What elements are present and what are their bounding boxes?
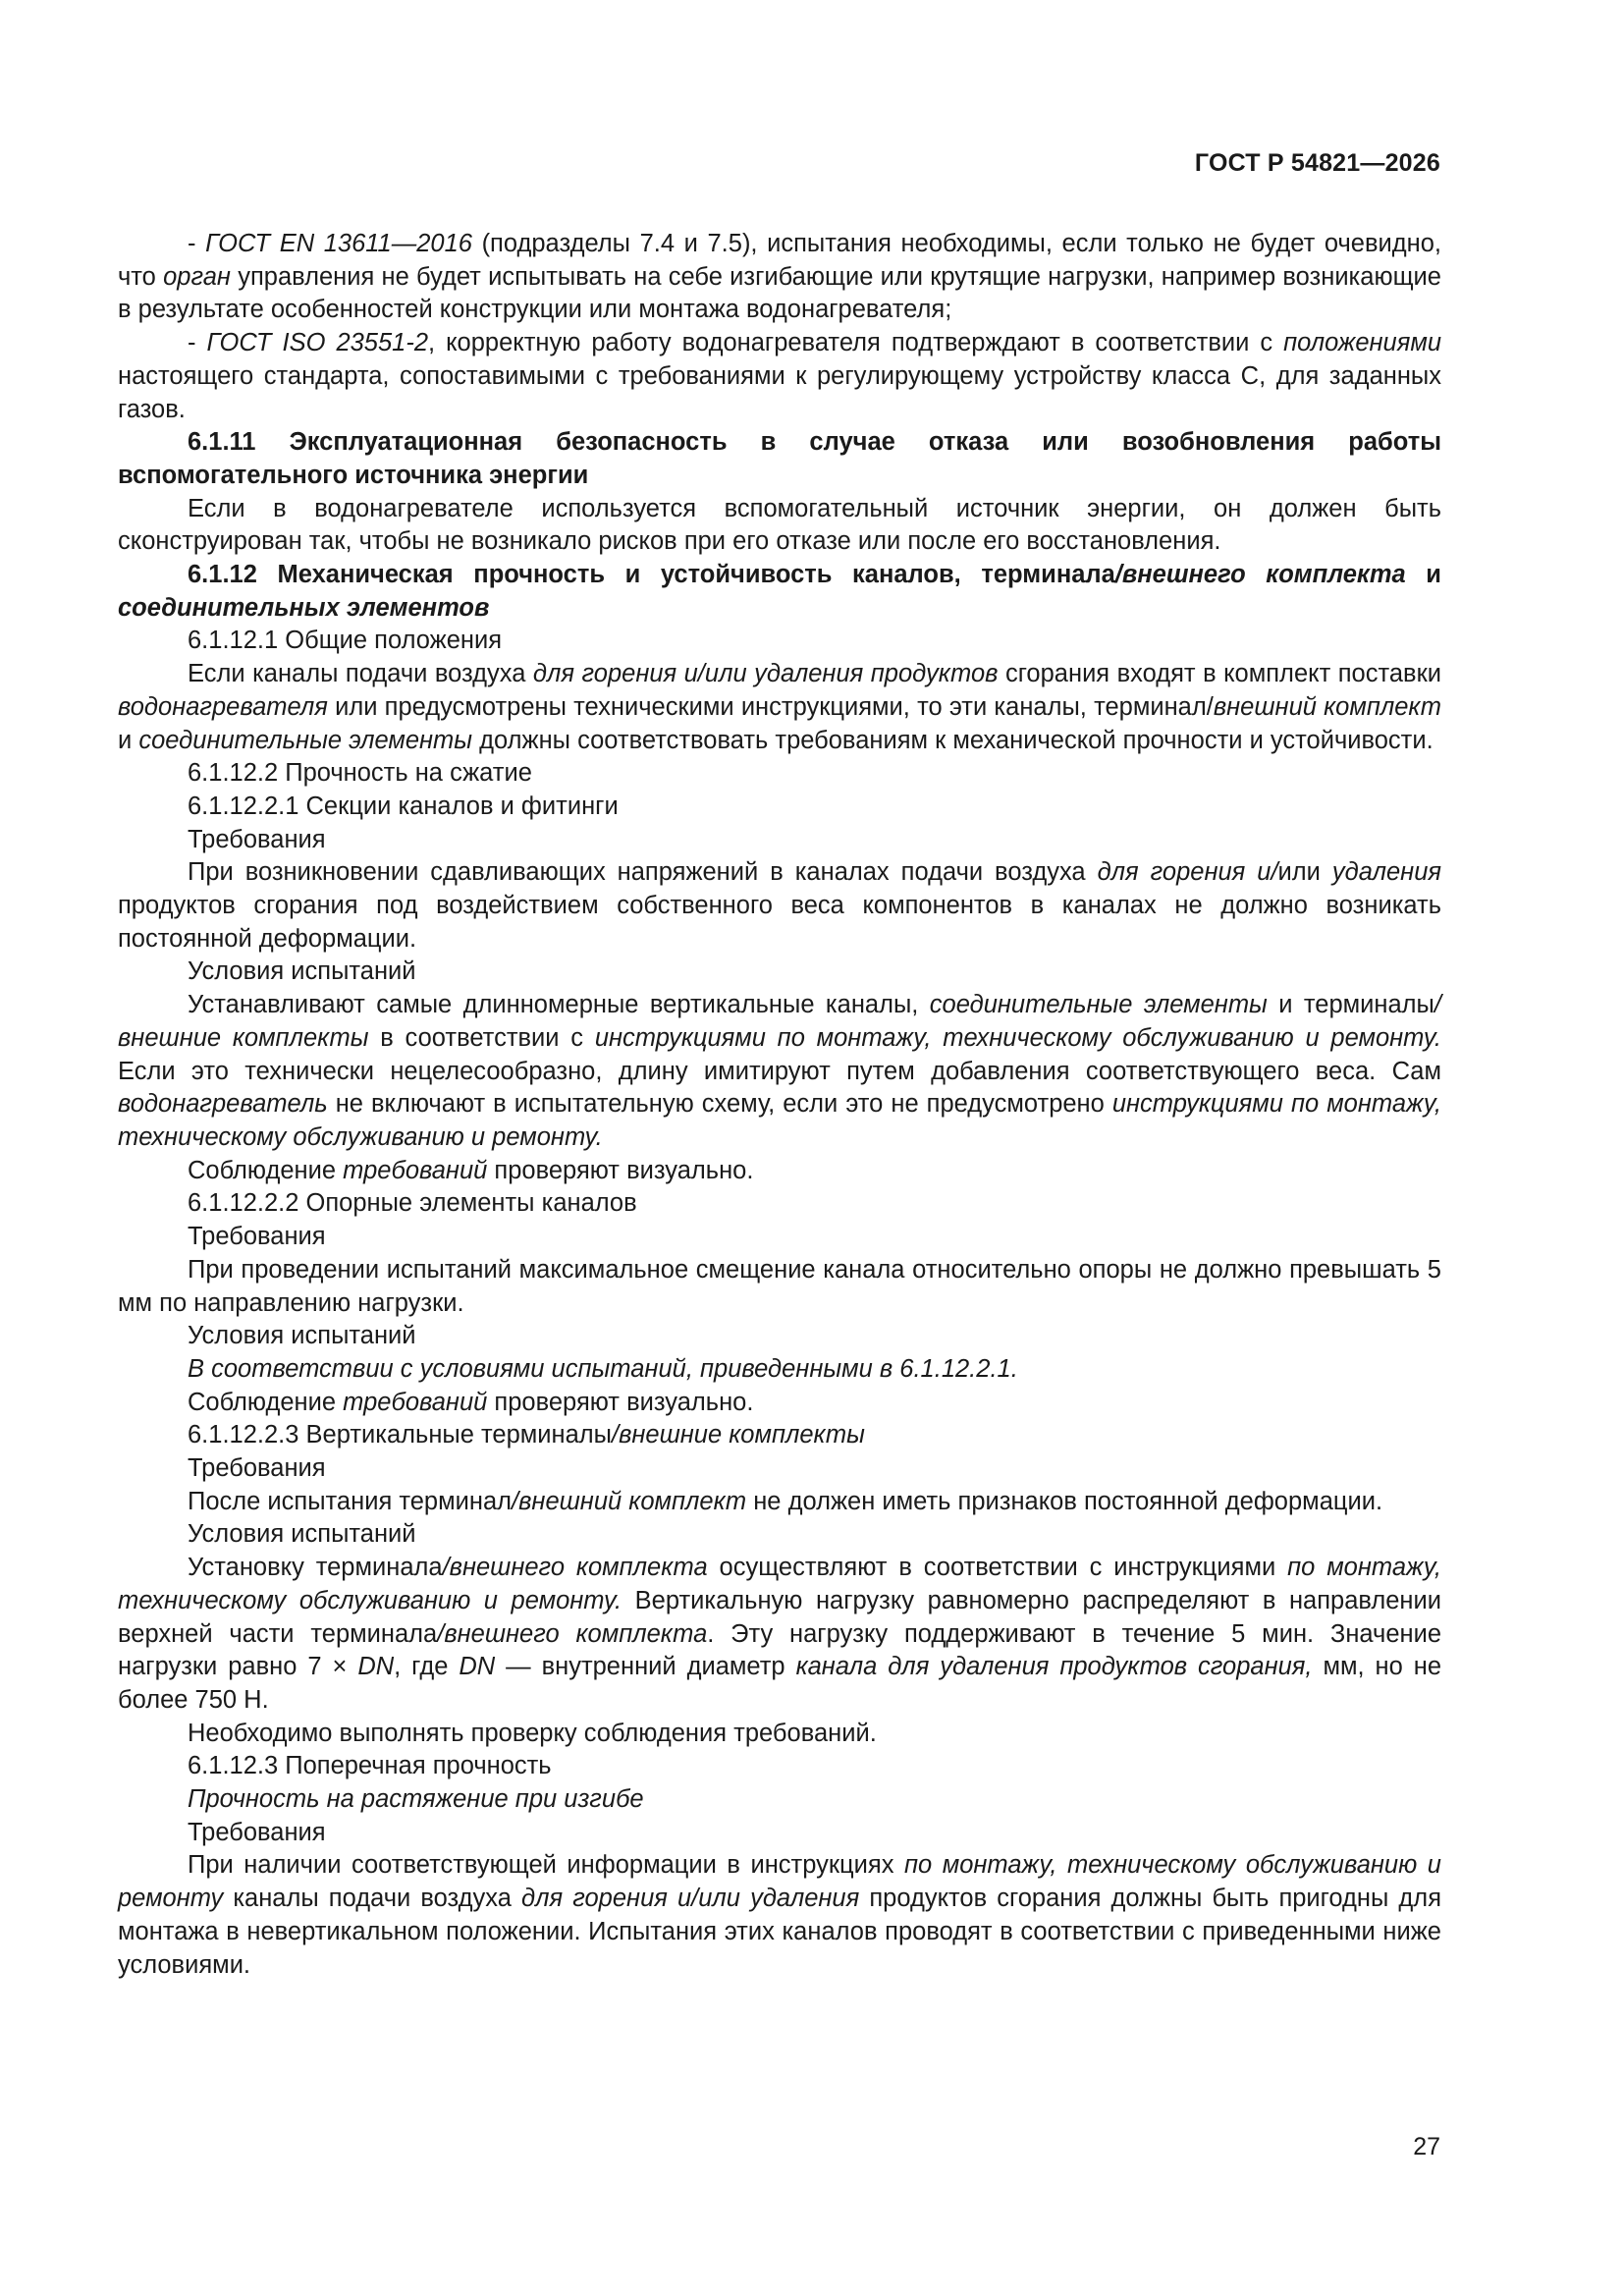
text-run: не включают в испытательную схему, если это не предусмотрено [327, 1090, 1112, 1119]
paragraph [118, 989, 1441, 1155]
paragraph [118, 1518, 1441, 1552]
italic-text-run: /внешний комплект [512, 1487, 747, 1515]
text-run: 6.1.12.2.1 Секции каналов и фитинги [188, 792, 619, 820]
italic-text-run: соединительные элементы [929, 991, 1268, 1019]
text-run: Требования [188, 1223, 326, 1251]
text-run: и [118, 726, 139, 754]
italic-text-run: соединительных элементов [118, 593, 490, 622]
text-run: — внутренний диаметр [495, 1653, 796, 1681]
italic-text-run: для горения и/ [1097, 858, 1278, 887]
italic-text-run: водонагревателя [118, 692, 328, 721]
paragraph [118, 1254, 1441, 1320]
text-run: 6.1.12 Механическая прочность и устойчивость каналов, терминала [188, 561, 1115, 589]
paragraph [118, 327, 1441, 426]
text-run: в соответствии с [368, 1023, 595, 1052]
paragraph [118, 1155, 1441, 1188]
italic-text-run: по монтажу, техническому обслуживанию и ремонту. [118, 1554, 1441, 1614]
paragraph [118, 625, 1441, 658]
text-run: и терминалы [1267, 991, 1434, 1019]
text-run: Если каналы подачи воздуха [188, 660, 533, 688]
text-run: При проведении испытаний максимальное смещение канала относительно опоры не должно превышать 5 мм по направлению нагрузки. [118, 1255, 1441, 1317]
text-run: и [1405, 561, 1441, 589]
italic-text-run: инструкциями по монтажу, техническому обслуживанию и ремонту. [594, 1023, 1441, 1052]
text-run: сгорания входят в комплект поставки [998, 660, 1441, 688]
text-run: продуктов сгорания должны быть пригодны для монтажа в невертикальном положении. Испытания этих каналов проводят в соответствии с приведенными ниже условиями. [118, 1885, 1441, 1979]
text-run: должны соответствовать требованиям к механической прочности и устойчивости. [472, 726, 1434, 754]
text-run: мм, но не более 750 Н. [118, 1653, 1442, 1714]
italic-text-run: требований [343, 1156, 488, 1184]
paragraph [118, 1187, 1441, 1221]
text-run: Установку терминала [188, 1554, 443, 1582]
paragraph [118, 228, 1441, 327]
text-run: Условия испытаний [188, 1322, 416, 1350]
paragraph [118, 493, 1441, 559]
paragraph [118, 824, 1441, 857]
text-run: 6.1.11 Эксплуатационная безопасность в случае отказа или возобновления работы вспомогательного источника энергии [118, 428, 1441, 489]
text-run: осуществляют в соответствии с инструкциями [707, 1554, 1288, 1582]
text-run: настоящего стандарта, сопоставимыми с требованиями к регулирующему устройству класса С, для заданных газов. [118, 361, 1441, 423]
section-heading [118, 559, 1441, 625]
text-run: Требования [188, 825, 326, 853]
document-header-id: ГОСТ Р 54821—2026 [1194, 149, 1440, 177]
text-run: не должен иметь признаков постоянной деформации. [746, 1487, 1383, 1515]
text-run: продуктов сгорания под воздействием собственного веса компонентов в каналах не должно возникать постоянной деформации. [118, 892, 1441, 953]
text-run: 6.1.12.3 Поперечная прочность [188, 1752, 552, 1780]
text-run: Условия испытаний [188, 957, 416, 986]
text-run: Вертикальную нагрузку равномерно распределяют в направлении верхней части терминала [118, 1586, 1441, 1648]
text-run: проверяют визуально. [487, 1156, 754, 1184]
paragraph [118, 1452, 1441, 1486]
paragraph [118, 757, 1441, 791]
paragraph [118, 1353, 1441, 1387]
text-run: или предусмотрены техническими инструкциями, то эти каналы, терминал/ [327, 692, 1214, 721]
text-run: . Эту нагрузку поддерживают в течение 5 мин. Значение нагрузки равно 7 × [118, 1619, 1442, 1681]
text-run: После испытания терминал [188, 1487, 513, 1515]
text-run: Требования [188, 1818, 326, 1846]
paragraph [118, 658, 1441, 757]
text-run: Условия испытаний [188, 1520, 416, 1549]
page-number: 27 [1413, 2133, 1440, 2160]
text-run: (подразделы 7.4 и 7.5), испытания необходимы, если только не будет очевидно, что [118, 230, 1441, 291]
paragraph [118, 1221, 1441, 1254]
italic-text-run: Прочность на растяжение при изгибе [188, 1785, 644, 1814]
paragraph [118, 1320, 1441, 1353]
text-run: 6.1.12.2.3 Вертикальные терминалы [188, 1421, 612, 1449]
paragraph [118, 1552, 1441, 1718]
italic-text-run: удаления [1331, 858, 1441, 887]
italic-text-run: ГОСТ EN 13611—2016 [205, 230, 472, 257]
italic-text-run: ГОСТ ISO 23551-2 [206, 329, 429, 357]
text-run: проверяют визуально. [487, 1388, 754, 1416]
italic-text-run: инструкциями по монтажу, техническому обслуживанию и ремонту. [118, 1090, 1441, 1151]
text-run: Если в водонагревателе используется вспомогательный источник энергии, он должен быть сконструирован так, чтобы не возникало рисков при его отказе или после его восстановления. [118, 494, 1441, 556]
italic-text-run: DN [459, 1653, 496, 1681]
italic-text-run: для горения и/или удаления продуктов [532, 660, 999, 688]
paragraph [118, 856, 1441, 956]
text-run: Необходимо выполнять проверку соблюдения требований. [188, 1719, 877, 1747]
paragraph [118, 1387, 1441, 1420]
text-run: При возникновении сдавливающих напряжений в каналах подачи воздуха [188, 858, 1098, 887]
text-run: 6.1.12.2.2 Опорные элементы каналов [188, 1189, 637, 1218]
paragraph [118, 1849, 1441, 1982]
italic-text-run: /внешнего комплекта [437, 1619, 708, 1648]
text-run: - [188, 230, 206, 257]
text-run: - [188, 329, 207, 357]
text-run: При наличии соответствующей информации в инструкциях [188, 1851, 904, 1880]
italic-text-run: В соответствии с условиями испытаний, приведенными в 6.1.12.2.1. [188, 1354, 1018, 1383]
italic-text-run: /внешние комплекты [118, 991, 1441, 1052]
text-run: управления не будет испытывать на себе изгибающие или крутящие нагрузки, например возникающие в результате особенностей конструкции или монтажа водонагревателя; [118, 262, 1441, 324]
italic-text-run: внешний комплект [1213, 692, 1441, 721]
text-run: каналы подачи воздуха [223, 1885, 522, 1913]
text-run: Соблюдение [188, 1388, 344, 1416]
paragraph [118, 1486, 1441, 1519]
paragraph [118, 1718, 1441, 1751]
italic-text-run: DN [357, 1653, 395, 1681]
document-body [118, 228, 1441, 1982]
italic-text-run: /внешнего комплекта [1114, 561, 1406, 589]
paragraph [118, 1817, 1441, 1850]
text-run: 6.1.12.1 Общие положения [188, 627, 503, 655]
italic-text-run: требований [343, 1388, 488, 1416]
section-heading [118, 426, 1441, 492]
italic-text-run: положениями [1283, 329, 1442, 357]
paragraph [118, 791, 1441, 824]
text-run: Устанавливают самые длинномерные вертикальные каналы, [188, 991, 930, 1019]
paragraph [118, 1783, 1441, 1817]
text-run: Соблюдение [188, 1156, 344, 1184]
paragraph [118, 1419, 1441, 1452]
text-run: 6.1.12.2 Прочность на сжатие [188, 759, 532, 788]
italic-text-run: для горения и/или удаления [521, 1885, 860, 1913]
italic-text-run: /внешнего комплекта [442, 1554, 708, 1582]
text-run: или [1277, 858, 1332, 887]
italic-text-run: водонагреватель [118, 1090, 328, 1119]
text-run: Требования [188, 1454, 326, 1483]
italic-text-run: соединительные элементы [138, 726, 473, 754]
text-run: , где [394, 1653, 460, 1681]
text-run: Если это технически нецелесообразно, длину имитируют путем добавления соответствующего веса. Сам [118, 1057, 1441, 1085]
italic-text-run: /внешние комплекты [612, 1421, 865, 1449]
italic-text-run: по монтажу, техническому обслуживанию и ремонту [118, 1851, 1441, 1913]
text-run: , корректную работу водонагревателя подтверждают в соответствии с [428, 329, 1284, 357]
paragraph [118, 1750, 1441, 1783]
paragraph [118, 956, 1441, 989]
italic-text-run: канала для удаления продуктов сгорания, [795, 1653, 1313, 1681]
italic-text-run: орган [163, 262, 231, 291]
